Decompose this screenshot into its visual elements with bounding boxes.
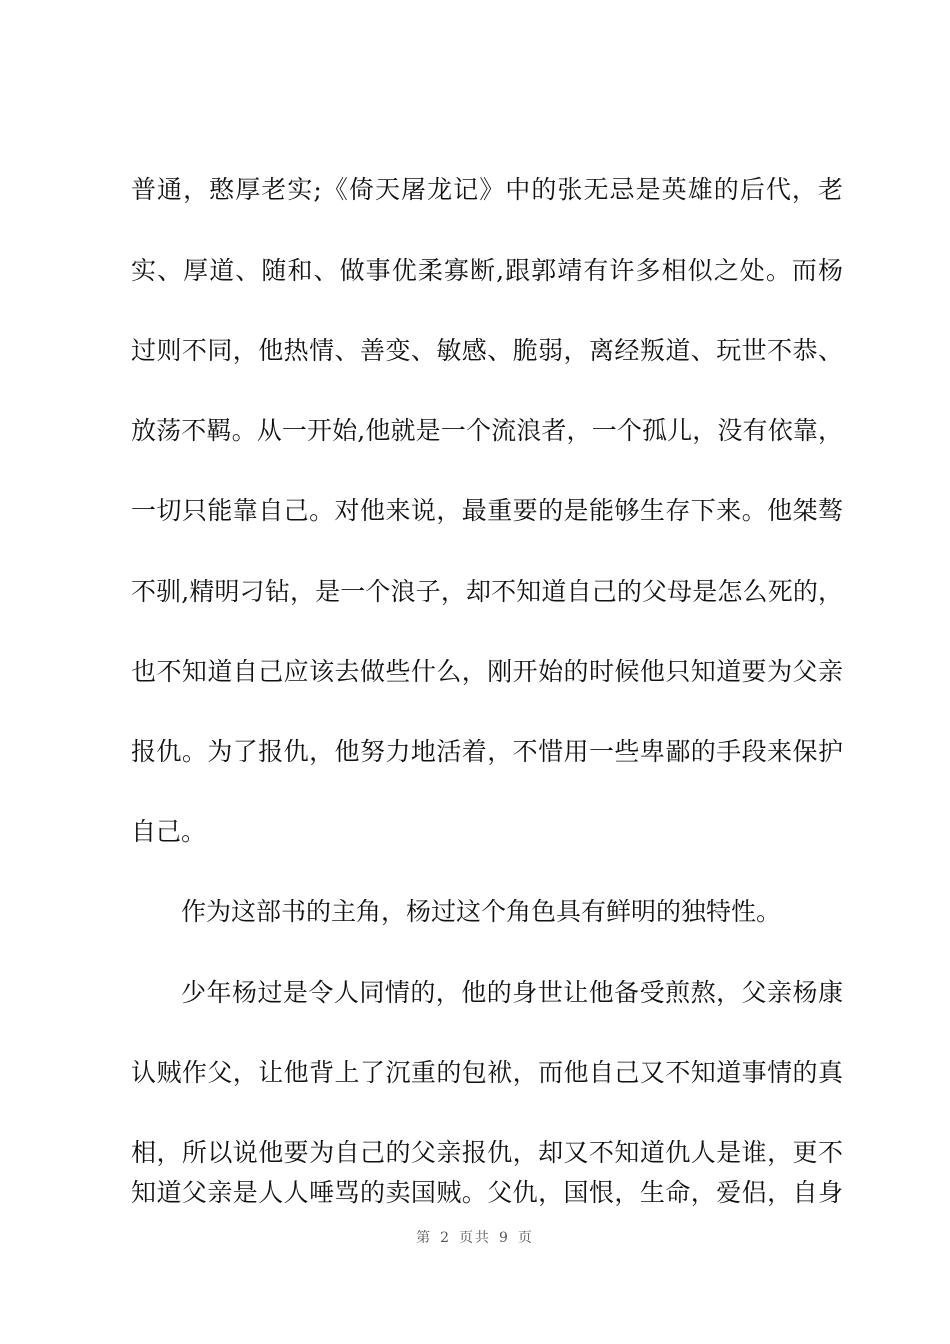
body-line-7: 也不知道自己应该去做些什么，刚开始的时候他只知道要为父亲	[131, 657, 843, 686]
paragraph-line-2: 少年杨过是令人同情的，他的身世让他备受煎熬，父亲杨康	[181, 978, 843, 1007]
body-line-3: 过则不同，他热情、善变、敏感、脆弱，离经叛道、玩世不恭、	[131, 336, 843, 365]
body-line-4: 放荡不羁。从一开始,他就是一个流浪者，一个孤儿，没有依靠，	[131, 416, 843, 445]
page-footer	[0, 1227, 950, 1247]
body-line-8: 报仇。为了报仇，他努力地活着，不惜用一些卑鄙的手段来保护	[131, 737, 843, 766]
paragraph-line-1: 作为这部书的主角，杨过这个角色具有鲜明的独特性。	[181, 897, 782, 926]
body-line-9: 自己。	[131, 817, 207, 846]
body-line-2: 实、厚道、随和、做事优柔寡断,跟郭靖有许多相似之处。而杨	[131, 256, 843, 285]
footer-total-pages: 9	[499, 1230, 510, 1246]
body-line-13: 相，所以说他要为自己的父亲报仇，却又不知道仇人是谁，更不	[131, 1138, 843, 1167]
footer-suffix: 页	[517, 1230, 534, 1246]
footer-current-page: 2	[440, 1230, 451, 1246]
body-line-1: 普通，憨厚老实;《倚天屠龙记》中的张无忌是英雄的后代，老	[131, 175, 843, 204]
body-line-14: 知道父亲是人人唾骂的卖国贼。父仇，国恨，生命，爱侣，自身	[131, 1178, 843, 1207]
body-line-5: 一切只能靠自己。对他来说，最重要的是能够生存下来。他桀骜	[131, 496, 843, 525]
footer-middle: 页共	[459, 1230, 491, 1246]
body-line-6: 不驯,精明刁钻，是一个浪子，却不知道自己的父母是怎么死的，	[131, 577, 843, 606]
footer-prefix: 第	[416, 1230, 433, 1246]
body-line-12: 认贼作父，让他背上了沉重的包袱，而他自己又不知道事情的真	[131, 1058, 843, 1087]
